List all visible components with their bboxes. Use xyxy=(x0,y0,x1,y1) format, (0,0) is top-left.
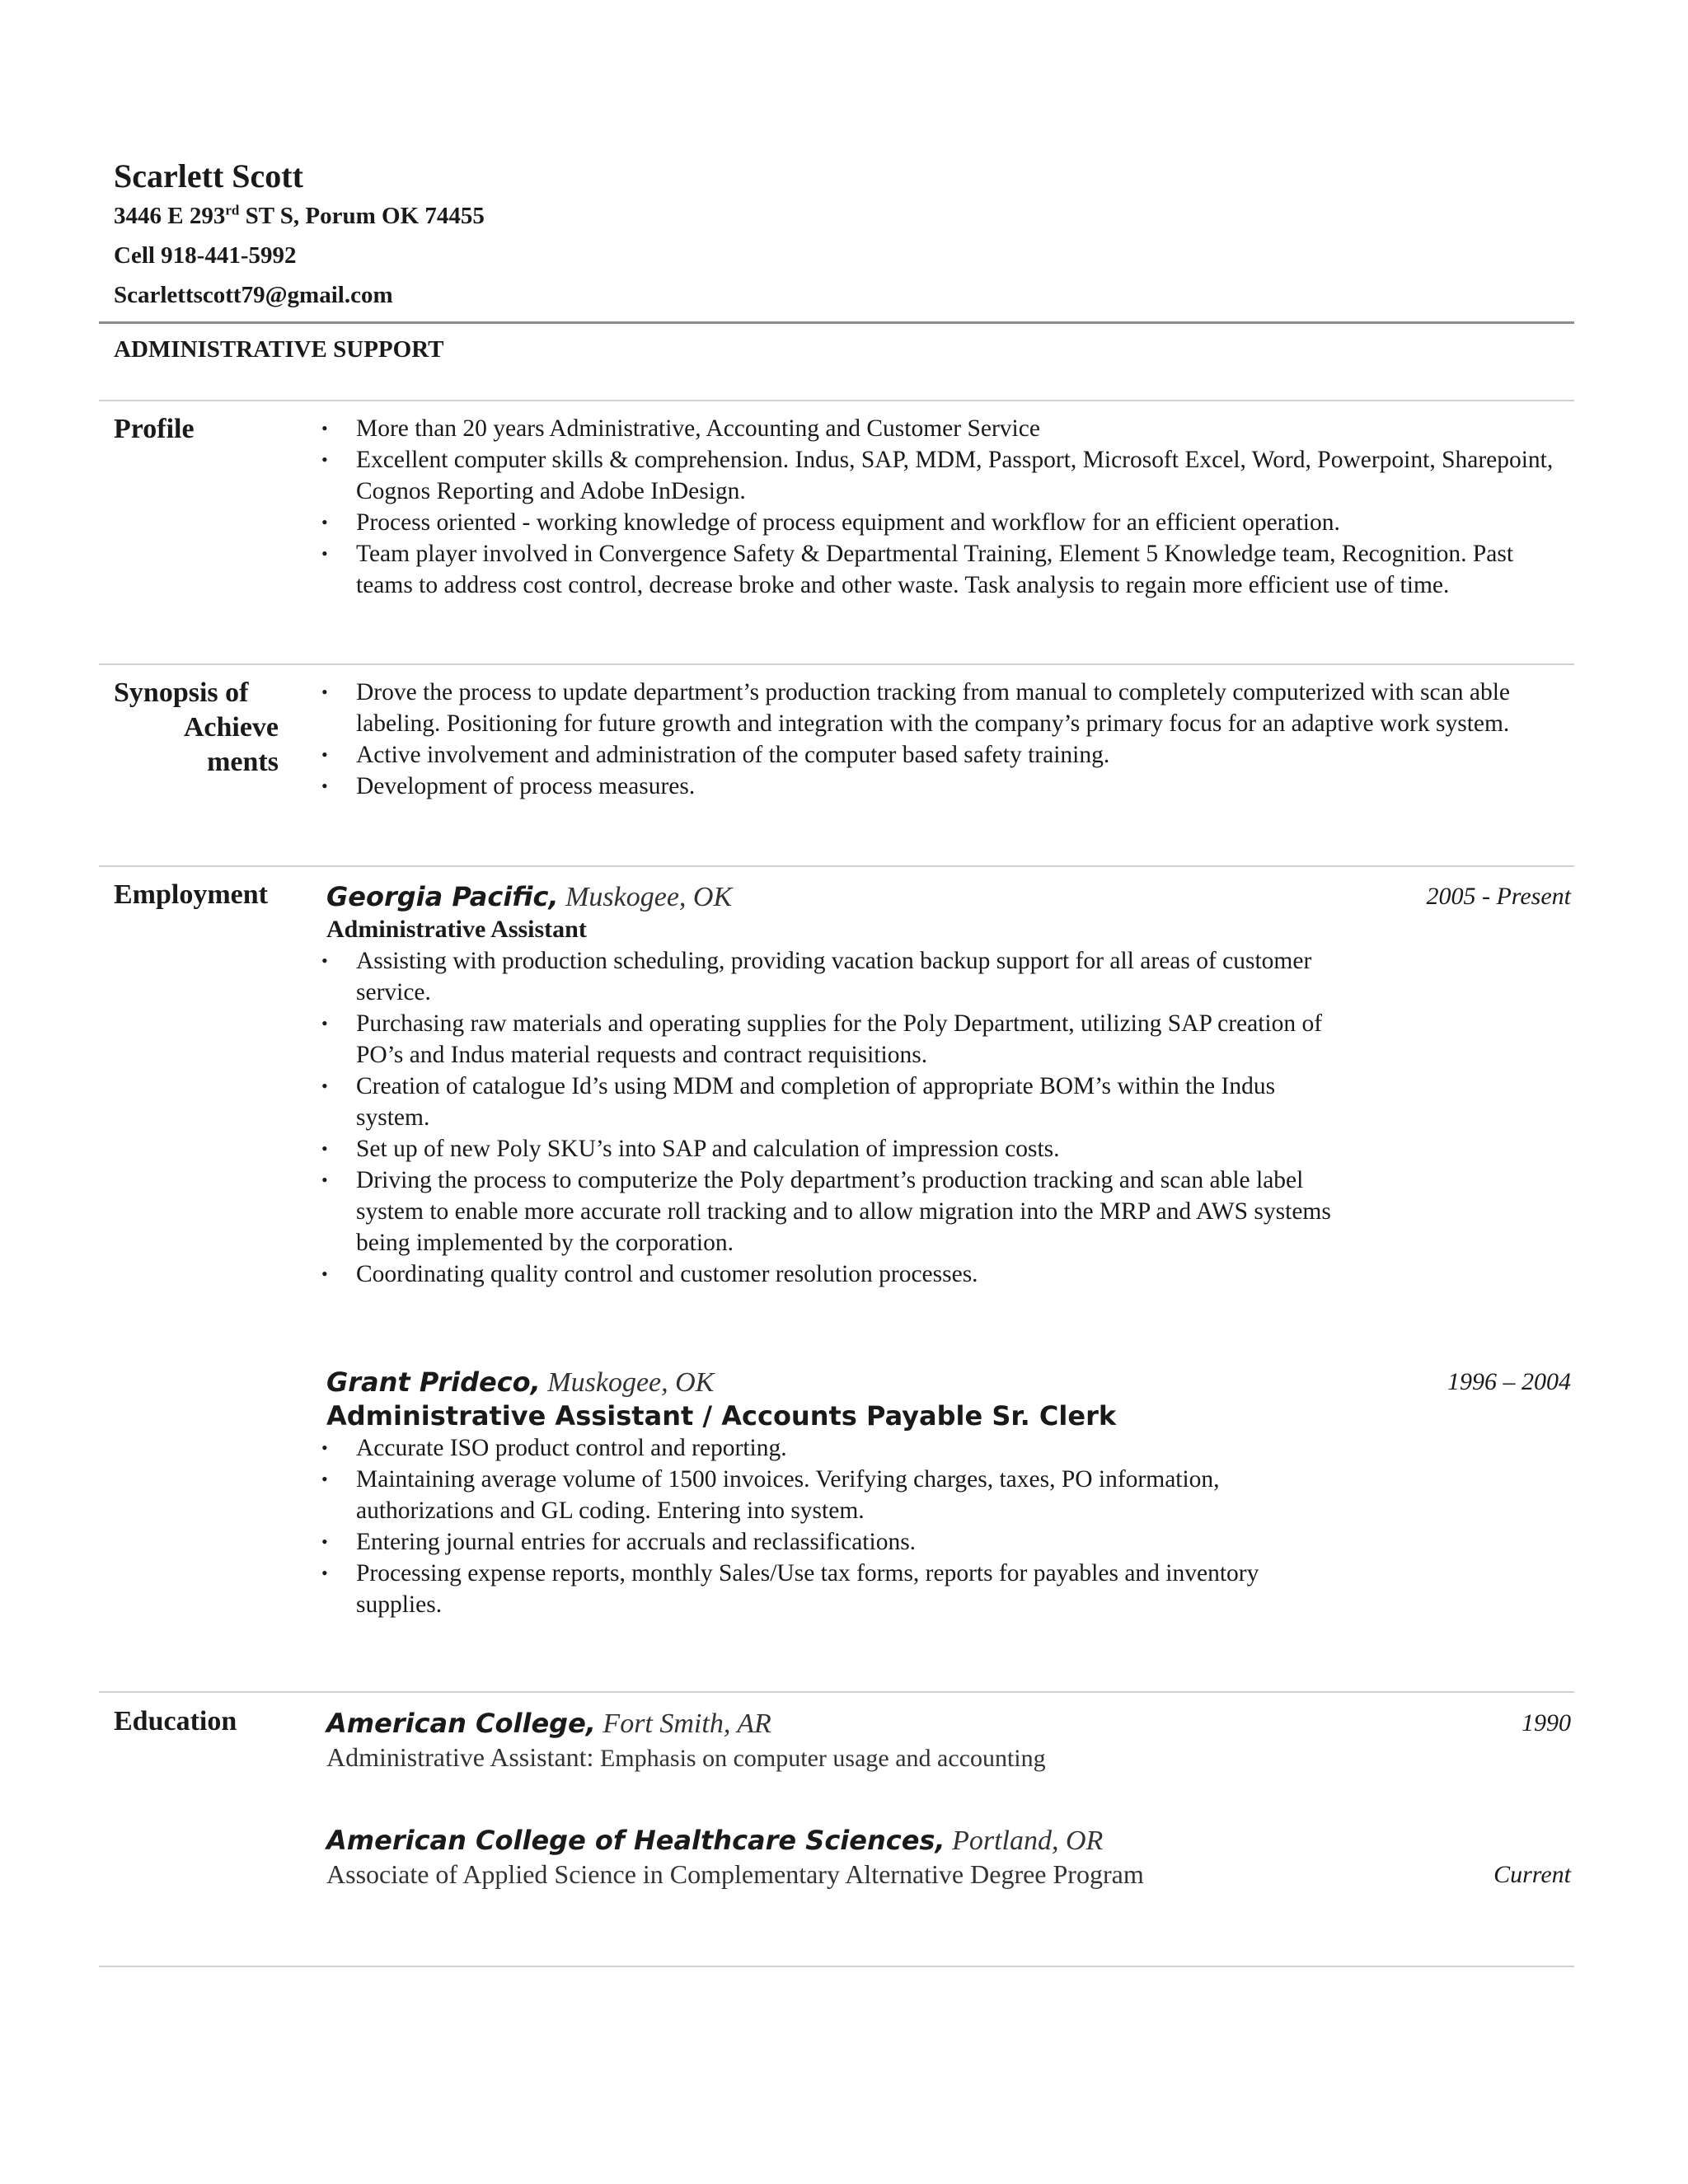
section-divider xyxy=(99,400,1574,401)
list-item: • Entering journal entries for accruals and reclassifications. xyxy=(321,1526,1343,1558)
list-item: • Set up of new Poly SKU’s into SAP and calculation of impression costs. xyxy=(321,1133,1343,1165)
list-item: • Coordinating quality control and customer resolution processes. xyxy=(321,1258,1343,1290)
job-entry xyxy=(326,879,1571,1290)
synopsis-heading-line-2: Achieve xyxy=(183,712,279,743)
section-divider xyxy=(99,1691,1574,1693)
job-location: Muskogee, OK xyxy=(558,882,733,912)
job-location: Muskogee, OK xyxy=(540,1367,715,1398)
list-item: • Creation of catalogue Id’s using MDM and completion of appropriate BOM’s within the Indus system. xyxy=(321,1071,1343,1133)
school-location: Fort Smith, AR xyxy=(595,1708,771,1739)
synopsis-heading-line-1: Synopsis of xyxy=(114,677,249,708)
education-entry xyxy=(326,1706,1571,1775)
address-line xyxy=(114,196,485,236)
list-item: • Development of process measures. xyxy=(321,771,1574,802)
list-item: • Assisting with production scheduling, providing vacation backup support for all areas of customer service. xyxy=(321,945,1343,1008)
list-item: • Process oriented - working knowledge of process equipment and workflow for an efficient operation. xyxy=(321,507,1574,538)
candidate-name: Scarlett Scott xyxy=(114,157,303,194)
degree-name: Administrative Assistant: xyxy=(326,1742,594,1772)
company-name: Georgia Pacific, xyxy=(326,881,559,912)
list-item: • Team player involved in Convergence Safety & Departmental Training, Element 5 Knowledge team, Recognition. Past teams to address cost control, decrease broke and other waste. Task analysis to regain more efficient use of time. xyxy=(321,538,1574,601)
degree-emphasis: Emphasis on computer usage and accounting xyxy=(593,1745,1046,1772)
synopsis-heading xyxy=(114,676,279,780)
objective-title: ADMINISTRATIVE SUPPORT xyxy=(114,336,444,363)
job-entry xyxy=(326,1365,1571,1620)
school-header xyxy=(326,1706,1571,1741)
address-suffix: rd xyxy=(225,202,240,218)
address-street: 3446 E 293 xyxy=(114,203,226,229)
synopsis-heading-line-3: ments xyxy=(207,747,279,777)
address-city: ST S, Porum OK 74455 xyxy=(239,203,485,229)
profile-list xyxy=(321,413,1574,601)
school-description xyxy=(326,1741,1571,1775)
section-divider xyxy=(99,1966,1574,1967)
list-item: • Maintaining average volume of 1500 invoices. Verifying charges, taxes, PO information, authorizations and GL coding. Entering into system. xyxy=(321,1464,1343,1526)
education-heading: Education xyxy=(114,1706,237,1736)
phone-line: Cell 918-441-5992 xyxy=(114,242,297,269)
school-name: American College, xyxy=(326,1708,596,1739)
list-item: • Processing expense reports, monthly Sales/Use tax forms, reports for payables and inventory supplies. xyxy=(321,1558,1343,1620)
job-duties-list xyxy=(321,945,1343,1290)
employment-heading: Employment xyxy=(114,879,268,910)
school-name: American College of Healthcare Sciences, xyxy=(326,1825,945,1856)
profile-heading: Profile xyxy=(114,414,195,444)
job-title: Administrative Assistant xyxy=(326,916,587,943)
job-dates: 2005 - Present xyxy=(1426,883,1571,910)
school-date: 1990 xyxy=(1522,1709,1571,1736)
job-header xyxy=(326,879,1571,914)
list-item: • Accurate ISO product control and reporting. xyxy=(321,1432,1343,1464)
list-item: • Active involvement and administration of the computer based safety training. xyxy=(321,739,1574,771)
job-duties-list xyxy=(321,1432,1343,1620)
synopsis-list xyxy=(321,677,1574,802)
list-item: • Purchasing raw materials and operating supplies for the Poly Department, utilizing SAP creation of PO’s and Indus material requests and contract requisitions. xyxy=(321,1008,1343,1071)
list-item: • Drove the process to update department’s production tracking from manual to completely computerized with scan able labeling. Positioning for future growth and integration with the company’s primary focus for an adaptive work system. xyxy=(321,677,1574,739)
job-title: Administrative Assistant / Accounts Payable Sr. Clerk xyxy=(326,1400,1117,1432)
education-entry xyxy=(326,1823,1571,1891)
list-item: • Excellent computer skills & comprehension. Indus, SAP, MDM, Passport, Microsoft Excel, Word, Powerpoint, Sharepoint, Cognos Reporting and Adobe InDesign. xyxy=(321,444,1574,507)
section-divider xyxy=(99,663,1574,665)
section-divider xyxy=(99,865,1574,867)
contact-header xyxy=(114,157,485,315)
job-dates: 1996 – 2004 xyxy=(1447,1368,1571,1395)
list-item: • Driving the process to computerize the Poly department’s production tracking and scan able label system to enable more accurate roll tracking and to allow migration into the MRP and AWS systems being implemented by the corporation. xyxy=(321,1165,1343,1258)
list-item: • More than 20 years Administrative, Accounting and Customer Service xyxy=(321,413,1574,444)
email-line: Scarlettscott79@gmail.com xyxy=(114,282,393,308)
header-divider xyxy=(99,321,1574,324)
school-description: Associate of Applied Science in Complementary Alternative Degree Program xyxy=(326,1859,1144,1889)
job-header xyxy=(326,1365,1571,1399)
company-name: Grant Prideco, xyxy=(326,1366,541,1398)
school-date: Current xyxy=(1493,1861,1571,1888)
school-location: Portland, OR xyxy=(945,1825,1104,1856)
